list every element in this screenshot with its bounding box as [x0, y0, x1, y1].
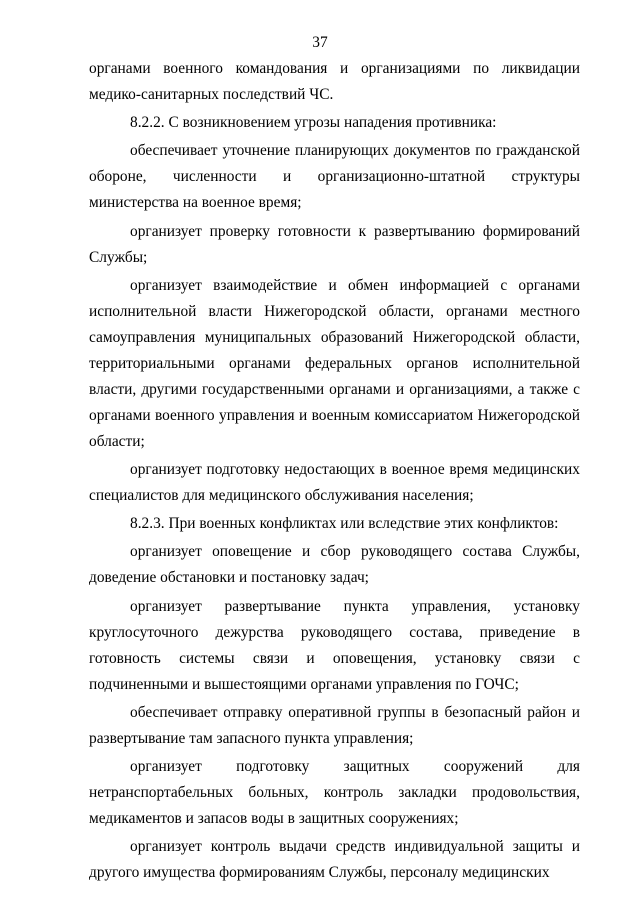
section-heading-8-2-2: 8.2.2. С возникновением угрозы нападения противника: — [130, 114, 497, 132]
paragraph: организует подготовку защитных сооружений для нетранспортабельных больных, контроль закладки продовольствия, медикаментов и запасов воды в защитных сооружениях; — [89, 757, 580, 827]
document-body — [89, 56, 580, 888]
paragraph: организует проверку готовности к развертыванию формирований Службы; — [89, 222, 580, 266]
paragraph: организует взаимодействие и обмен информацией с органами исполнительной власти Нижегородской области, органами местного самоуправления муниципальных образований Нижегородской области, территориальными органами федеральных органов исполнительной власти, другими государственными органами и организациями, а также с органами военного управления и военным комиссариатом Нижегородской области; — [89, 276, 580, 450]
section-heading-8-2-3: 8.2.3. При военных конфликтах или вследствие этих конфликтов: — [130, 515, 559, 533]
paragraph: организует оповещение и сбор руководящего состава Службы, доведение обстановки и постановку задач; — [89, 543, 580, 587]
paragraph-continued-next-page: организует контроль выдачи средств индивидуальной защиты и другого имущества формированиям Службы, персоналу медицинских — [89, 838, 580, 882]
paragraph: организует развертывание пункта управления, установку круглосуточного дежурства руководящего состава, приведение в готовность системы связи и оповещения, установку связи с подчиненными и вышестоящими органами управления по ГОЧС; — [89, 597, 580, 693]
paragraph: организует подготовку недостающих в военное время медицинских специалистов для медицинского обслуживания населения; — [89, 460, 580, 504]
page-number: 37 — [312, 34, 328, 51]
paragraph: обеспечивает отправку оперативной группы в безопасный район и развертывание там запасного пункта управления; — [89, 703, 580, 747]
paragraph-continuation: органами военного командования и организациями по ликвидации медико-санитарных последствий ЧС. — [89, 60, 580, 103]
paragraph: обеспечивает уточнение планирующих документов по гражданской обороне, численности и организационно-штатной структуры министерства на военное время; — [89, 142, 580, 212]
